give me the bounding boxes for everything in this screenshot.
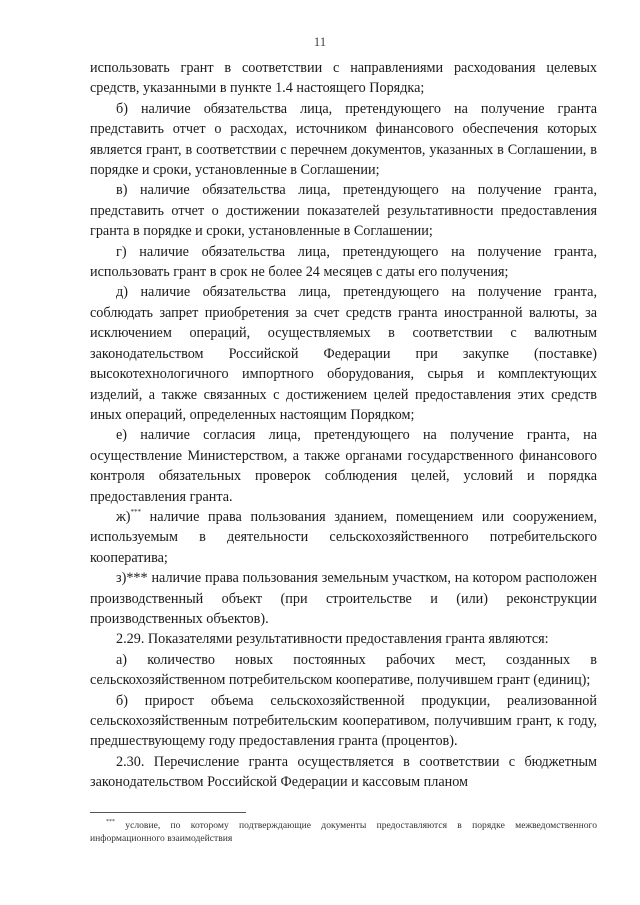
footnote-reference-mark: *** (130, 507, 142, 516)
footnote-mark: *** (106, 819, 115, 825)
paragraph-2-29: 2.29. Показателями результативности предоставления гранта являются: (116, 631, 549, 648)
paragraph-item-v: в) наличие обязательства лица, претендующего на получение гранта, представить отчет о достижении показателей результативности предоставления гранта в порядке и сроки, установленные в Соглашении; (90, 182, 597, 240)
item-zh-prefix: ж) (116, 508, 131, 525)
paragraph-item-g: г) наличие обязательства лица, претендующего на получение гранта, использовать грант в срок не более 24 месяцев с даты его получения; (90, 243, 597, 281)
paragraph-2-29-b: б) прирост объема сельскохозяйственной продукции, реализованной сельскохозяйственным потребительским кооперативом, получившим грант, к году, предшествующему году предоставления гранта (процентов). (90, 692, 597, 750)
document-body (90, 58, 597, 793)
paragraph-item-e: е) наличие согласия лица, претендующего на получение гранта, на осуществление Министерством, а также органами государственного финансового контроля обязательных проверок соблюдения целей, условий и порядка предоставления гранта. (90, 427, 597, 505)
paragraph-2-29-a: а) количество новых постоянных рабочих мест, созданных в сельскохозяйственном потребительском кооперативе, получившем грант (единиц); (90, 651, 597, 689)
paragraph-item-z: з)*** наличие права пользования земельным участком, на котором расположен производственный объект (при строительстве и (или) реконструкции производственных объектов). (90, 570, 597, 627)
page-number: 11 (313, 34, 327, 49)
paragraph-intro: использовать грант в соответствии с направлениями расходования целевых средств, указанными в пункте 1.4 настоящего Порядка; (90, 60, 597, 97)
footnote-text: условие, по которому подтверждающие документы предоставляются в порядке межведомственного информационного взаимодействия (90, 820, 597, 844)
paragraph-item-zh (90, 507, 597, 568)
paragraph-2-30: 2.30. Перечисление гранта осуществляется в соответствии с бюджетным законодательством Российской Федерации и кассовым планом (90, 753, 597, 791)
item-zh-text: наличие права пользования зданием, помещением или сооружением, используемым в деятельности сельскохозяйственного потребительского кооператива; (90, 508, 597, 566)
footnote-divider (90, 812, 246, 813)
paragraph-item-d: д) наличие обязательства лица, претендующего на получение гранта, соблюдать запрет приобретения за счет средств гранта иностранной валюты, за исключением операций, осуществляемых в соответствии с валютным законодательством Российской Федерации при закупке (поставке) высокотехнологичного импортного оборудования, сырья и комплектующих изделий, а также связанных с достижением целей предоставления этих средств иных операций, определенных настоящим Порядком; (90, 284, 597, 423)
footnote (90, 820, 597, 845)
paragraph-item-b: б) наличие обязательства лица, претендующего на получение гранта представить отчет о расходах, источником финансового обеспечения которых является грант, в соответствии с перечнем документов, указанных в Соглашении, в порядке и сроки, установленные в Соглашении; (90, 100, 597, 179)
